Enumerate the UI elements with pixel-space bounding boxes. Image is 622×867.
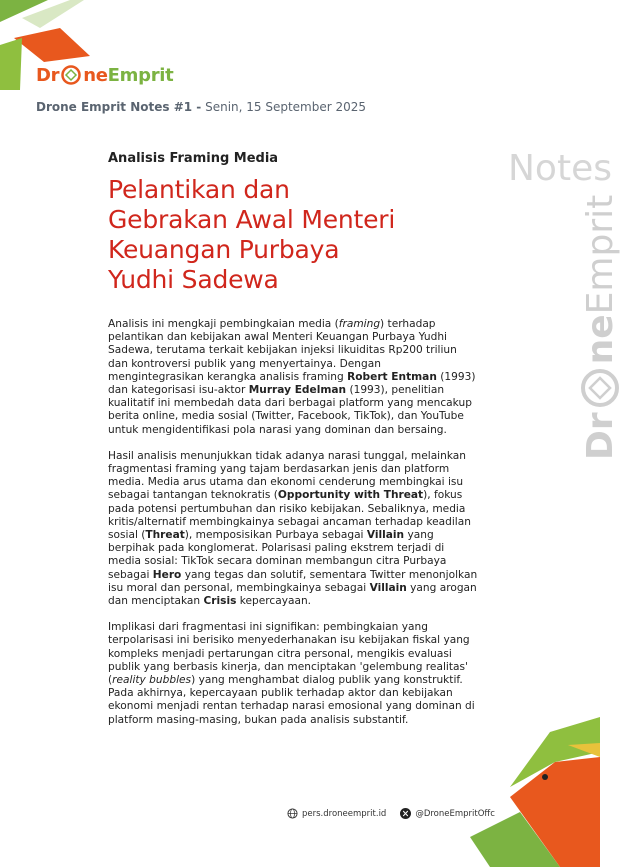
globe-icon	[287, 808, 298, 819]
article-title	[108, 175, 438, 295]
website-link[interactable]: pers.droneemprit.id	[302, 808, 387, 819]
paragraph-findings	[108, 450, 480, 608]
title-line: Gebrakan Awal Menteri	[108, 205, 396, 234]
section-label: Analisis Framing Media	[108, 151, 279, 166]
twitter-handle[interactable]: @DroneEmpritOffc	[415, 808, 495, 819]
text-italic: reality bubbles	[112, 674, 192, 687]
text-run: yang tegas dan solutif, sementara Twitter menonjolkan isu moral dan personal, membingkainya sebagai	[108, 568, 478, 594]
text-run: ), memposisikan Purbaya sebagai	[184, 529, 367, 542]
text-bold: Hero	[152, 568, 182, 581]
drone-watermark-icon	[578, 366, 622, 410]
text-bold: Murray Edelman	[248, 384, 347, 397]
text-run: Hasil analisis menunjukkan tidak adanya narasi tunggal, melainkan fragmentasi framing yang tajam berdasarkan jenis dan platform media. Media arus utama dan ekonomi cenderung membingkai isu sebagai tantangan teknokratis (	[108, 449, 466, 502]
text-run: yang arogan dan menciptakan	[108, 581, 477, 608]
side-brand-watermark	[578, 195, 622, 460]
title-line: Keuangan Purbaya	[108, 235, 340, 264]
logo-text-dr: Dr	[36, 64, 60, 86]
side-notes-label: Notes	[508, 148, 612, 189]
paragraph-intro	[108, 318, 480, 437]
text-run: (1993), penelitian kualitatif ini membedah data dari berbagai platform yang mencakup berita online, media sosial (Twitter, Facebook, TikTok), dan YouTube untuk mengidentifikasi pola narasi yang dominan dan bersaing.	[108, 384, 472, 436]
x-icon	[400, 808, 411, 819]
side-brand-emprit: Emprit	[579, 194, 621, 315]
logo-text-ne: ne	[83, 64, 108, 86]
text-run: ) terhadap pelantikan dan kebijakan awal Menteri Keuangan Purbaya Yudhi Sadewa, terutama terkait kebijakan injeksi likuiditas Rp200 triliun dan kontroversi publik yang menyertainya. Dengan mengintegrasikan kerangka analisis framing	[108, 318, 457, 383]
drone-emprit-logo	[36, 64, 173, 86]
title-line: Yudhi Sadewa	[108, 265, 279, 294]
text-bold: Villain	[369, 581, 407, 594]
title-line: Pelantikan dan	[108, 175, 290, 204]
text-bold: Robert Entman	[347, 370, 437, 383]
footer-website[interactable]	[287, 808, 386, 819]
drone-logo-icon	[60, 64, 82, 86]
text-run: Implikasi dari fragmentasi ini signifikan: pembingkaian yang terpolarisasi ini berisiko menyederhanakan isu kebijakan fiskal yang kompleks menjadi pertarungan citra personal, mengikis evaluasi publik yang berbasis kinerja, dan menciptakan 'gelembung realitas' (	[108, 621, 470, 687]
text-run: Analisis ini mengkaji pembingkaian media (	[108, 318, 339, 330]
notes-header	[36, 100, 366, 114]
side-brand-dr: Dr	[579, 412, 621, 460]
text-run: (1993) dan kategorisasi isu-aktor	[108, 370, 476, 397]
text-bold: Threat	[145, 529, 185, 542]
text-bold: Villain	[366, 529, 405, 542]
text-bold: Opportunity with Threat	[277, 489, 424, 502]
article-body	[108, 318, 480, 740]
logo-text-emprit: Emprit	[107, 64, 174, 86]
paragraph-implications	[108, 621, 480, 727]
text-bold: Crisis	[203, 595, 237, 608]
text-italic: framing	[338, 318, 381, 330]
text-run: kepercayaan.	[236, 595, 312, 608]
side-brand-ne: ne	[579, 314, 621, 365]
notes-label: Drone Emprit Notes #1 -	[36, 100, 202, 114]
text-run: yang berpihak pada konglomerat. Polarisasi paling ekstrem terjadi di media sosial: TikTok secara dominan membangun citra Purbaya sebagai	[108, 529, 447, 581]
footer	[287, 808, 495, 819]
publication-date: Senin, 15 September 2025	[205, 100, 367, 114]
text-run: ) yang menghambat dialog publik yang konstruktif. Pada akhirnya, kepercayaan publik terhadap aktor dan kebijakan ekonomi menjadi rentan terhadap narasi emosional yang dominan di platform masing-masing, bukan pada analisis substantif.	[108, 674, 475, 726]
text-run: ), fokus pada potensi pertumbuhan dan risiko kebijakan. Sebaliknya, media kritis/alternatif membingkainya sebagai ancaman terhadap keadilan sosial (	[108, 489, 471, 542]
footer-twitter[interactable]	[400, 808, 495, 819]
